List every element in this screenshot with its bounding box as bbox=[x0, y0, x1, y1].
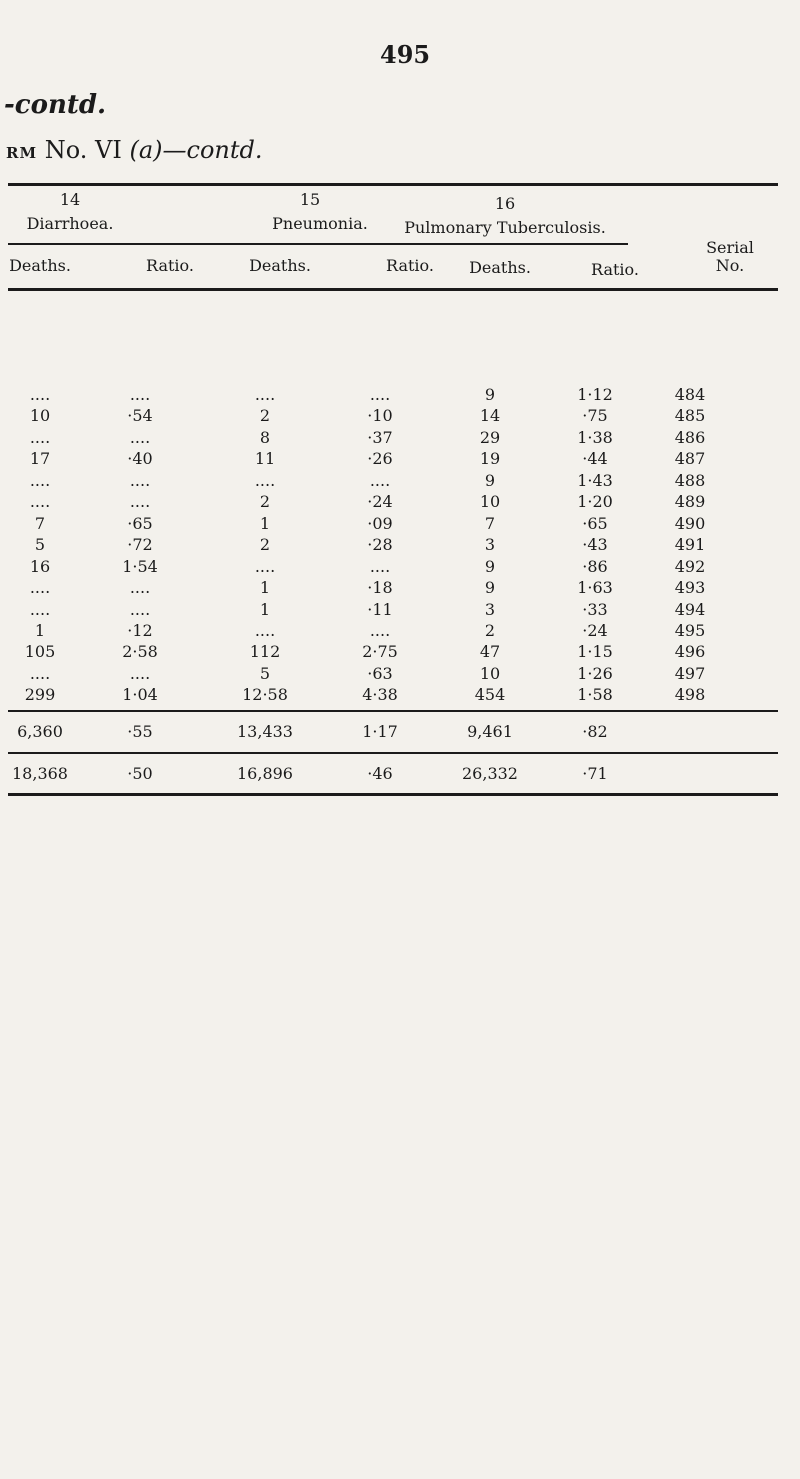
row-diarrhoea-deaths: .... bbox=[29, 470, 51, 490]
row-tuberculosis-deaths: 29 bbox=[479, 427, 501, 447]
row-serial-no: 490 bbox=[674, 513, 706, 533]
row-serial-no: 485 bbox=[674, 406, 706, 426]
row-tuberculosis-deaths: 2 bbox=[484, 620, 496, 640]
row-diarrhoea-ratio: .... bbox=[129, 385, 151, 404]
total-pneumonia-ratio: ·46 bbox=[367, 764, 393, 783]
row-serial-no: 486 bbox=[674, 427, 706, 447]
row-pneumonia-deaths: .... bbox=[254, 556, 276, 576]
row-pneumonia-deaths: .... bbox=[254, 470, 276, 490]
row-tuberculosis-ratio: 1·63 bbox=[577, 578, 613, 598]
row-serial-no: 491 bbox=[674, 535, 706, 555]
row-pneumonia-deaths: 1 bbox=[259, 578, 271, 598]
row-tuberculosis-ratio: ·65 bbox=[582, 513, 608, 533]
row-tuberculosis-deaths: 9 bbox=[484, 578, 496, 598]
total-diarrhoea-ratio: ·55 bbox=[127, 722, 153, 741]
row-tuberculosis-ratio: 1·58 bbox=[577, 685, 613, 705]
totals-middle-rule bbox=[8, 752, 778, 754]
row-serial-no: 494 bbox=[674, 599, 706, 619]
total-pneumonia-ratio: 1·17 bbox=[362, 722, 398, 741]
row-tuberculosis-deaths: 9 bbox=[484, 385, 496, 404]
row-tuberculosis-deaths: 7 bbox=[484, 513, 496, 533]
row-pneumonia-deaths: 11 bbox=[254, 449, 276, 469]
total-tuberculosis-ratio: ·71 bbox=[582, 764, 608, 783]
row-pneumonia-ratio: .... bbox=[369, 470, 391, 490]
row-pneumonia-deaths: 5 bbox=[259, 663, 271, 683]
row-diarrhoea-ratio: ·12 bbox=[127, 620, 153, 640]
row-diarrhoea-ratio: ·72 bbox=[127, 535, 153, 555]
col16-number: 16 bbox=[494, 194, 516, 213]
col14-deaths-header: Deaths. bbox=[9, 256, 71, 275]
row-serial-no: 493 bbox=[674, 578, 706, 598]
row-pneumonia-deaths: 8 bbox=[259, 427, 271, 447]
row-pneumonia-ratio: .... bbox=[369, 556, 391, 576]
col16-ratio-header: Ratio. bbox=[591, 260, 639, 279]
row-tuberculosis-ratio: ·33 bbox=[582, 599, 608, 619]
row-pneumonia-ratio: ·11 bbox=[367, 599, 393, 619]
row-diarrhoea-deaths: .... bbox=[29, 427, 51, 447]
row-tuberculosis-ratio: 1·20 bbox=[577, 492, 613, 512]
total-diarrhoea-ratio: ·50 bbox=[127, 764, 153, 783]
total-pneumonia-deaths: 16,896 bbox=[237, 764, 293, 783]
col15-ratio-header: Ratio. bbox=[386, 256, 434, 275]
col15-deaths-header: Deaths. bbox=[249, 256, 311, 275]
col14-number: 14 bbox=[59, 190, 81, 209]
row-pneumonia-deaths: 12·58 bbox=[242, 685, 288, 705]
serial-header-line1: Serial bbox=[706, 238, 754, 257]
totals-bottom-rule bbox=[8, 793, 778, 796]
row-pneumonia-deaths: 2 bbox=[259, 535, 271, 555]
row-tuberculosis-ratio: 1·38 bbox=[577, 427, 613, 447]
row-serial-no: 489 bbox=[674, 492, 706, 512]
total-diarrhoea-deaths: 6,360 bbox=[17, 722, 63, 741]
row-pneumonia-ratio: .... bbox=[369, 385, 391, 404]
row-tuberculosis-ratio: 1·15 bbox=[577, 642, 613, 662]
row-pneumonia-deaths: .... bbox=[254, 385, 276, 404]
row-diarrhoea-ratio: .... bbox=[129, 578, 151, 598]
row-diarrhoea-ratio: ·54 bbox=[127, 406, 153, 426]
row-diarrhoea-ratio: .... bbox=[129, 427, 151, 447]
total-diarrhoea-deaths: 18,368 bbox=[12, 764, 68, 783]
row-diarrhoea-deaths: .... bbox=[29, 578, 51, 598]
row-tuberculosis-deaths: 9 bbox=[484, 470, 496, 490]
col14-ratio-header: Ratio. bbox=[146, 256, 194, 275]
row-pneumonia-ratio: ·24 bbox=[367, 492, 393, 512]
row-diarrhoea-deaths: .... bbox=[29, 663, 51, 683]
row-serial-no: 495 bbox=[674, 620, 706, 640]
row-tuberculosis-ratio: ·86 bbox=[582, 556, 608, 576]
heading-number: No. VI bbox=[44, 136, 122, 164]
row-pneumonia-ratio: ·09 bbox=[367, 513, 393, 533]
row-pneumonia-ratio: ·18 bbox=[367, 578, 393, 598]
row-tuberculosis-deaths: 47 bbox=[479, 642, 501, 662]
header-bottom-rule bbox=[8, 288, 778, 291]
total-tuberculosis-ratio: ·82 bbox=[582, 722, 608, 741]
row-pneumonia-deaths: 2 bbox=[259, 406, 271, 426]
row-pneumonia-ratio: ·10 bbox=[367, 406, 393, 426]
row-tuberculosis-deaths: 454 bbox=[474, 685, 506, 705]
row-pneumonia-ratio: 4·38 bbox=[362, 685, 398, 705]
page-number: 495 bbox=[380, 40, 431, 69]
row-tuberculosis-ratio: 1·43 bbox=[577, 470, 613, 490]
row-pneumonia-deaths: 1 bbox=[259, 513, 271, 533]
row-pneumonia-ratio: .... bbox=[369, 620, 391, 640]
row-tuberculosis-deaths: 14 bbox=[479, 406, 501, 426]
row-pneumonia-deaths: 1 bbox=[259, 599, 271, 619]
col15-title: Pneumonia. bbox=[272, 214, 368, 233]
row-tuberculosis-ratio: 1·12 bbox=[577, 385, 613, 404]
row-diarrhoea-ratio: 1·04 bbox=[122, 685, 158, 705]
row-pneumonia-ratio: ·37 bbox=[367, 427, 393, 447]
row-pneumonia-deaths: .... bbox=[254, 620, 276, 640]
row-tuberculosis-deaths: 19 bbox=[479, 449, 501, 469]
row-pneumonia-deaths: 112 bbox=[249, 642, 281, 662]
row-diarrhoea-deaths: 7 bbox=[34, 513, 46, 533]
row-diarrhoea-deaths: 16 bbox=[29, 556, 51, 576]
total-tuberculosis-deaths: 9,461 bbox=[467, 722, 513, 741]
row-diarrhoea-deaths: 17 bbox=[29, 449, 51, 469]
row-diarrhoea-ratio: .... bbox=[129, 663, 151, 683]
row-diarrhoea-ratio: 2·58 bbox=[122, 642, 158, 662]
row-tuberculosis-ratio: ·44 bbox=[582, 449, 608, 469]
col15-number: 15 bbox=[299, 190, 321, 209]
group-underline bbox=[8, 243, 628, 245]
row-diarrhoea-ratio: .... bbox=[129, 470, 151, 490]
row-tuberculosis-deaths: 10 bbox=[479, 492, 501, 512]
row-diarrhoea-deaths: .... bbox=[29, 492, 51, 512]
row-diarrhoea-ratio: 1·54 bbox=[122, 556, 158, 576]
totals-top-rule bbox=[8, 710, 778, 712]
row-tuberculosis-deaths: 3 bbox=[484, 535, 496, 555]
row-diarrhoea-deaths: 10 bbox=[29, 406, 51, 426]
row-tuberculosis-ratio: ·43 bbox=[582, 535, 608, 555]
form-heading bbox=[6, 136, 263, 164]
continued-label: -contd. bbox=[4, 90, 107, 120]
col16-deaths-header: Deaths. bbox=[469, 258, 531, 277]
row-pneumonia-ratio: ·63 bbox=[367, 663, 393, 683]
row-serial-no: 492 bbox=[674, 556, 706, 576]
row-diarrhoea-deaths: .... bbox=[29, 385, 51, 404]
row-pneumonia-ratio: ·28 bbox=[367, 535, 393, 555]
serial-header-line2: No. bbox=[715, 256, 745, 275]
row-serial-no: 498 bbox=[674, 685, 706, 705]
row-diarrhoea-deaths: 105 bbox=[24, 642, 56, 662]
row-diarrhoea-deaths: 299 bbox=[24, 685, 56, 705]
row-diarrhoea-ratio: ·40 bbox=[127, 449, 153, 469]
row-tuberculosis-deaths: 10 bbox=[479, 663, 501, 683]
heading-sub: (a) bbox=[129, 136, 163, 164]
row-tuberculosis-deaths: 9 bbox=[484, 556, 496, 576]
row-tuberculosis-ratio: 1·26 bbox=[577, 663, 613, 683]
row-diarrhoea-deaths: 1 bbox=[34, 620, 46, 640]
row-serial-no: 496 bbox=[674, 642, 706, 662]
row-pneumonia-deaths: 2 bbox=[259, 492, 271, 512]
heading-prefix: RM bbox=[6, 144, 38, 162]
row-serial-no: 484 bbox=[674, 385, 706, 404]
row-diarrhoea-ratio: ·65 bbox=[127, 513, 153, 533]
row-diarrhoea-ratio: .... bbox=[129, 492, 151, 512]
row-serial-no: 497 bbox=[674, 663, 706, 683]
row-serial-no: 488 bbox=[674, 470, 706, 490]
col16-title: Pulmonary Tuberculosis. bbox=[404, 218, 606, 237]
top-rule bbox=[8, 183, 778, 186]
row-serial-no: 487 bbox=[674, 449, 706, 469]
row-pneumonia-ratio: ·26 bbox=[367, 449, 393, 469]
row-tuberculosis-deaths: 3 bbox=[484, 599, 496, 619]
row-pneumonia-ratio: 2·75 bbox=[362, 642, 398, 662]
row-tuberculosis-ratio: ·24 bbox=[582, 620, 608, 640]
total-pneumonia-deaths: 13,433 bbox=[237, 722, 293, 741]
total-tuberculosis-deaths: 26,332 bbox=[462, 764, 518, 783]
row-diarrhoea-deaths: .... bbox=[29, 599, 51, 619]
col14-title: Diarrhoea. bbox=[26, 214, 114, 233]
row-tuberculosis-ratio: ·75 bbox=[582, 406, 608, 426]
row-diarrhoea-deaths: 5 bbox=[34, 535, 46, 555]
heading-suffix: —contd. bbox=[162, 136, 263, 164]
row-diarrhoea-ratio: .... bbox=[129, 599, 151, 619]
